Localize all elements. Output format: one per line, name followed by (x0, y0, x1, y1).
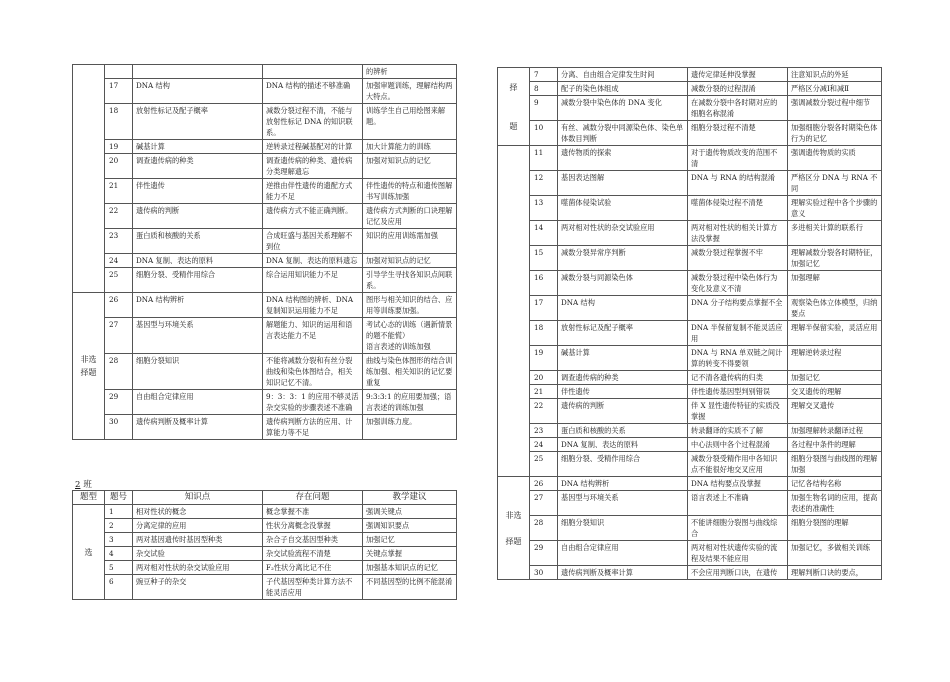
existing-issue: DNA 结构图的辨析、DNA 复制知识运用能力不足 (263, 293, 363, 318)
knowledge-point: 分离、自由组合定律发生时间 (558, 68, 688, 82)
question-number: 13 (530, 196, 558, 221)
table-row (498, 196, 882, 221)
knowledge-point: DNA 复制、表达的原料 (133, 254, 263, 268)
teaching-advice: 各过程中条件的理解 (788, 438, 882, 452)
table-row (498, 346, 882, 371)
table-row (498, 385, 882, 399)
table-row (73, 229, 457, 254)
knowledge-point: DNA 复制、表达的原料 (558, 438, 688, 452)
teaching-advice: 理解判断口诀的要点， (788, 566, 882, 580)
teaching-advice: 伴性遗传的特点和遗传图解书写训练加强 (363, 179, 457, 204)
existing-issue: DNA 复制、表达的原料遗忘 (263, 254, 363, 268)
existing-issue: 减数分裂过程不清，不能与放射性标记 DNA 的知识联系。 (263, 104, 363, 140)
question-number: 23 (105, 229, 133, 254)
teaching-advice: 不同基因型的比例不能混淆 (363, 575, 457, 600)
question-number: 30 (105, 415, 133, 440)
knowledge-point: 遗传病的判断 (558, 399, 688, 424)
existing-issue: 逆转录过程碱基配对的计算 (263, 140, 363, 154)
table-row (73, 318, 457, 354)
existing-issue: 不能将减数分裂和有丝分裂曲线和染色体图结合，相关知识记忆不清。 (263, 354, 363, 390)
question-number: 21 (105, 179, 133, 204)
header-num: 题号 (105, 491, 133, 505)
question-type-label: 非选 择题 (73, 293, 105, 440)
question-number: 29 (530, 541, 558, 566)
table-row (498, 399, 882, 424)
knowledge-point: 两对相对性状的杂交试验应用 (133, 561, 263, 575)
teaching-advice: 引导学生寻找各知识点间联系。 (363, 268, 457, 293)
knowledge-point: 两对相对性状的杂交试验应用 (558, 221, 688, 246)
table-row (73, 354, 457, 390)
table-row (73, 140, 457, 154)
table-row (498, 68, 882, 82)
table-row (498, 121, 882, 146)
table-row (73, 204, 457, 229)
question-number: 17 (105, 79, 133, 104)
teaching-advice: 知识的应用训练需加强 (363, 229, 457, 254)
table-row (498, 146, 882, 171)
existing-issue: 不会应用判断口诀，在遗传 (688, 566, 788, 580)
question-number: 29 (105, 390, 133, 415)
question-number: 7 (530, 68, 558, 82)
question-number: 18 (105, 104, 133, 140)
question-number: 9 (530, 96, 558, 121)
question-number: 12 (530, 171, 558, 196)
table-row (498, 541, 882, 566)
existing-issue: 伴 X 显性遗传特征的实质没掌握 (688, 399, 788, 424)
table-row (498, 246, 882, 271)
existing-issue: F₂性状分离比记不住 (263, 561, 363, 575)
teaching-advice: 记忆各结构名称 (788, 477, 882, 491)
knowledge-point: 自由组合定律应用 (133, 390, 263, 415)
existing-issue: 在减数分裂中各时期对应的细胞名称混淆 (688, 96, 788, 121)
question-number: 10 (530, 121, 558, 146)
question-number: 27 (530, 491, 558, 516)
knowledge-point: 噬菌体侵染试验 (558, 196, 688, 221)
question-number: 3 (105, 533, 133, 547)
question-number: 5 (105, 561, 133, 575)
existing-issue: DNA 与 RNA 单双链之间计算的转变不得要领 (688, 346, 788, 371)
existing-issue: 合成旺盛与基因关系理解不到位 (263, 229, 363, 254)
teaching-advice: 注意知识点的外延 (788, 68, 882, 82)
existing-issue: 记不清各遗传病的归类 (688, 371, 788, 385)
knowledge-point: DNA 结构 (133, 79, 263, 104)
teaching-advice: 的辨析 (363, 65, 457, 79)
left-bottom-table (72, 490, 457, 600)
teaching-advice: 加强对知识点的记忆 (363, 254, 457, 268)
question-number: 22 (105, 204, 133, 229)
knowledge-point: 分离定律的应用 (133, 519, 263, 533)
teaching-advice: 加强细胞分裂各时期染色体行为的记忆 (788, 121, 882, 146)
existing-issue: 减数分裂过程掌握不牢 (688, 246, 788, 271)
knowledge-point: DNA 结构 (558, 296, 688, 321)
teaching-advice: 加强生物名词的应用，提高表述的准确性 (788, 491, 882, 516)
teaching-advice: 加强理解 (788, 271, 882, 296)
knowledge-point: 碱基计算 (133, 140, 263, 154)
teaching-advice: 加大计算能力的训练 (363, 140, 457, 154)
existing-issue: 两对相对性状的相关计算方法没掌握 (688, 221, 788, 246)
knowledge-point: DNA 结构辨析 (558, 477, 688, 491)
teaching-advice: 理解半保留实验，灵活应用 (788, 321, 882, 346)
question-number: 16 (530, 271, 558, 296)
question-number: 25 (530, 452, 558, 477)
existing-issue: DNA 结构要点没掌握 (688, 477, 788, 491)
existing-issue: 伴性遗传基因型判别错误 (688, 385, 788, 399)
teaching-advice: 交叉遗传的理解 (788, 385, 882, 399)
question-number: 20 (530, 371, 558, 385)
table-row (73, 390, 457, 415)
existing-issue: DNA 结构的描述不够准确 (263, 79, 363, 104)
table-row (73, 293, 457, 318)
teaching-advice: 理解实验过程中各个步骤的意义 (788, 196, 882, 221)
table-row (73, 547, 457, 561)
teaching-advice: 加强对知识点的记忆 (363, 154, 457, 179)
existing-issue: 杂交试验流程不清楚 (263, 547, 363, 561)
class-label (72, 478, 92, 490)
teaching-advice: 理解减数分裂各时期特征，加强记忆 (788, 246, 882, 271)
existing-issue: 调查遗传病的种类、遗传病分类理解遗忘 (263, 154, 363, 179)
knowledge-point: 减数分裂中染色体的 DNA 变化 (558, 96, 688, 121)
table-row (498, 271, 882, 296)
teaching-advice: 强调关键点 (363, 505, 457, 519)
teaching-advice: 强调遗传物质的实质 (788, 146, 882, 171)
teaching-advice: 加强记忆 (363, 533, 457, 547)
existing-issue: 中心法则中各个过程混淆 (688, 438, 788, 452)
teaching-advice: 关键点掌握 (363, 547, 457, 561)
question-number: 28 (105, 354, 133, 390)
knowledge-point: 细胞分裂、受精作用综合 (558, 452, 688, 477)
knowledge-point: 放射性标记及配子概率 (558, 321, 688, 346)
question-number: 15 (530, 246, 558, 271)
table-row (73, 533, 457, 547)
knowledge-point: 豌豆种子的杂交 (133, 575, 263, 600)
teaching-advice: 训练学生自己用绘图来解题。 (363, 104, 457, 140)
type-cell-empty (73, 65, 105, 293)
teaching-advice: 加强记忆 (788, 371, 882, 385)
question-number: 21 (530, 385, 558, 399)
table-row (498, 82, 882, 96)
table-row (498, 438, 882, 452)
teaching-advice: 加强训练力度。 (363, 415, 457, 440)
table-row (73, 104, 457, 140)
teaching-advice: 强调知识要点 (363, 519, 457, 533)
table-row (73, 561, 457, 575)
table-row (73, 79, 457, 104)
knowledge-point: 伴性遗传 (133, 179, 263, 204)
knowledge-point: 遗传病的判断 (133, 204, 263, 229)
question-type-label: 选 (73, 505, 105, 600)
teaching-advice: 考试心态的训练（遇新情景的题不能慌） 语言表述的训练加强 (363, 318, 457, 354)
question-number: 18 (530, 321, 558, 346)
left-top-table (72, 64, 457, 440)
question-number: 19 (105, 140, 133, 154)
teaching-advice: 理解交叉遗传 (788, 399, 882, 424)
question-type-label: 非选 择题 (498, 477, 530, 580)
knowledge-point: 两对基因遗传时基因型种类 (133, 533, 263, 547)
teaching-advice: 加强理解转录翻译过程 (788, 424, 882, 438)
knowledge-point: 杂交试验 (133, 547, 263, 561)
existing-issue: 遗传定律延伸没掌握 (688, 68, 788, 82)
existing-issue: 减数分裂的过程混淆 (688, 82, 788, 96)
teaching-advice: 理解逆转录过程 (788, 346, 882, 371)
question-number: 14 (530, 221, 558, 246)
knowledge-point: 细胞分裂、受精作用综合 (133, 268, 263, 293)
knowledge-point: 细胞分裂知识 (133, 354, 263, 390)
existing-issue: DNA 半保留复制不能灵活应用 (688, 321, 788, 346)
question-number: 27 (105, 318, 133, 354)
knowledge-point: 调查遗传病的种类 (558, 371, 688, 385)
knowledge-point: 有丝、减数分裂中同源染色体、染色单体数目判断 (558, 121, 688, 146)
table-row (498, 371, 882, 385)
teaching-advice: 细胞分裂图的理解 (788, 516, 882, 541)
table-row (73, 268, 457, 293)
table-row (73, 254, 457, 268)
teaching-advice: 严格区分减Ⅰ和减Ⅱ (788, 82, 882, 96)
existing-issue: 遗传病方式不能正确判断。 (263, 204, 363, 229)
existing-issue: 综合运用知识能力不足 (263, 268, 363, 293)
knowledge-point: 细胞分裂知识 (558, 516, 688, 541)
existing-issue: 性状分离概念没掌握 (263, 519, 363, 533)
existing-issue: 噬菌体侵染过程不清楚 (688, 196, 788, 221)
existing-issue: 遗传病判断方法的应用、计算能力等不足 (263, 415, 363, 440)
table-row (498, 452, 882, 477)
teaching-advice: 多进相关计算的联系行 (788, 221, 882, 246)
existing-issue: 逆推由伴性遗传的遗配方式能力不足 (263, 179, 363, 204)
knowledge-point: 相对性状的概念 (133, 505, 263, 519)
table-row (498, 321, 882, 346)
question-number: 1 (105, 505, 133, 519)
table-row (498, 424, 882, 438)
existing-issue: DNA 与 RNA 的结构混淆 (688, 171, 788, 196)
question-number: 22 (530, 399, 558, 424)
teaching-advice: 图形与相关知识的结合、应用等训练要加强。 (363, 293, 457, 318)
existing-issue: 子代基因型种类计算方法不能灵活应用 (263, 575, 363, 600)
question-number: 24 (105, 254, 133, 268)
table-row (498, 491, 882, 516)
question-number: 20 (105, 154, 133, 179)
question-number: 11 (530, 146, 558, 171)
existing-issue: 语言表述上不准确 (688, 491, 788, 516)
knowledge-point: 自由组合定律应用 (558, 541, 688, 566)
table-row (73, 519, 457, 533)
question-number: 8 (530, 82, 558, 96)
header-issue: 存在问题 (263, 491, 363, 505)
knowledge-point: 基因表达图解 (558, 171, 688, 196)
header-row (73, 491, 457, 505)
teaching-advice: 观察染色体立体模型，归纳要点 (788, 296, 882, 321)
existing-issue: 减数分裂过程中染色体行为变化及意义不清 (688, 271, 788, 296)
question-number: 4 (105, 547, 133, 561)
knowledge-point: 基因型与环境关系 (133, 318, 263, 354)
existing-issue: 不能讲细胞分裂图与曲线综合 (688, 516, 788, 541)
table-row (73, 575, 457, 600)
question-number: 19 (530, 346, 558, 371)
existing-issue: 细胞分裂过程不清楚 (688, 121, 788, 146)
existing-issue: 两对相对性状遗传实验的流程及结果不能应用 (688, 541, 788, 566)
existing-issue (263, 65, 363, 79)
header-advice: 教学建议 (363, 491, 457, 505)
existing-issue: 解题能力、知识的运用和语言表达能力不足 (263, 318, 363, 354)
knowledge-point: 减数分裂异常序判断 (558, 246, 688, 271)
teaching-advice: 严格区分 DNA 与 RNA 不同 (788, 171, 882, 196)
question-number: 2 (105, 519, 133, 533)
knowledge-point: 调查遗传病的种类 (133, 154, 263, 179)
knowledge-point: 蛋白质和核酸的关系 (558, 424, 688, 438)
knowledge-point: 伴性遗传 (558, 385, 688, 399)
question-number: 30 (530, 566, 558, 580)
header-knowledge: 知识点 (133, 491, 263, 505)
teaching-advice: 细胞分裂图与曲线图的理解加强 (788, 452, 882, 477)
question-number: 25 (105, 268, 133, 293)
knowledge-point: 配子的染色体组成 (558, 82, 688, 96)
table-row (73, 179, 457, 204)
knowledge-point: 基因型与环境关系 (558, 491, 688, 516)
teaching-advice: 曲线与染色体图形的结合训练加强、相关知识的记忆要重复 (363, 354, 457, 390)
table-row (498, 477, 882, 491)
teaching-advice: 9:3:3:1 的应用要加强；语言表述的训练加强 (363, 390, 457, 415)
right-table (497, 67, 882, 580)
question-number: 6 (105, 575, 133, 600)
knowledge-point (133, 65, 263, 79)
class-suffix: 班 (83, 480, 92, 490)
teaching-advice: 加强审题训练，理解结构两大特点。 (363, 79, 457, 104)
knowledge-point: 蛋白质和核酸的关系 (133, 229, 263, 254)
question-number: 26 (105, 293, 133, 318)
teaching-advice: 强调减数分裂过程中细节 (788, 96, 882, 121)
table-row (73, 154, 457, 179)
teaching-advice: 遗传病方式判断的口诀理解记忆及应用 (363, 204, 457, 229)
question-number: 28 (530, 516, 558, 541)
teaching-advice: 加强记忆，多做相关训练 (788, 541, 882, 566)
existing-issue: 9：3：3：1 的应用不够灵活杂交实验的步骤表述不准确 (263, 390, 363, 415)
type-cell-empty (498, 146, 530, 477)
existing-issue: 概念掌握不准 (263, 505, 363, 519)
table-row (73, 415, 457, 440)
table-row (73, 65, 457, 79)
knowledge-point: 遗传病判断及概率计算 (558, 566, 688, 580)
knowledge-point: 遗传病判断及概率计算 (133, 415, 263, 440)
table-row (498, 516, 882, 541)
knowledge-point: 遗传物质的探索 (558, 146, 688, 171)
teaching-advice: 加强基本知识点的记忆 (363, 561, 457, 575)
question-number: 26 (530, 477, 558, 491)
question-number (105, 65, 133, 79)
table-row (498, 221, 882, 246)
table-row (498, 296, 882, 321)
table-row (498, 171, 882, 196)
knowledge-point: DNA 结构辨析 (133, 293, 263, 318)
existing-issue: DNA 分子结构要点掌握不全 (688, 296, 788, 321)
existing-issue: 减数分裂受精作用中各知识点不能很好地交叉应用 (688, 452, 788, 477)
existing-issue: 对于遗传物质改变的范围不清 (688, 146, 788, 171)
question-number: 17 (530, 296, 558, 321)
question-number: 24 (530, 438, 558, 452)
question-number: 23 (530, 424, 558, 438)
knowledge-point: 减数分裂与同源染色体 (558, 271, 688, 296)
header-type: 题型 (73, 491, 105, 505)
class-number: 2 (75, 480, 81, 490)
existing-issue: 转录翻译的实质不了解 (688, 424, 788, 438)
table-row (73, 505, 457, 519)
table-row (498, 96, 882, 121)
existing-issue: 杂合子自交基因型种类 (263, 533, 363, 547)
table-row (498, 566, 882, 580)
knowledge-point: 碱基计算 (558, 346, 688, 371)
knowledge-point: 放射性标记及配子概率 (133, 104, 263, 140)
question-type-label: 择 题 (498, 68, 530, 146)
